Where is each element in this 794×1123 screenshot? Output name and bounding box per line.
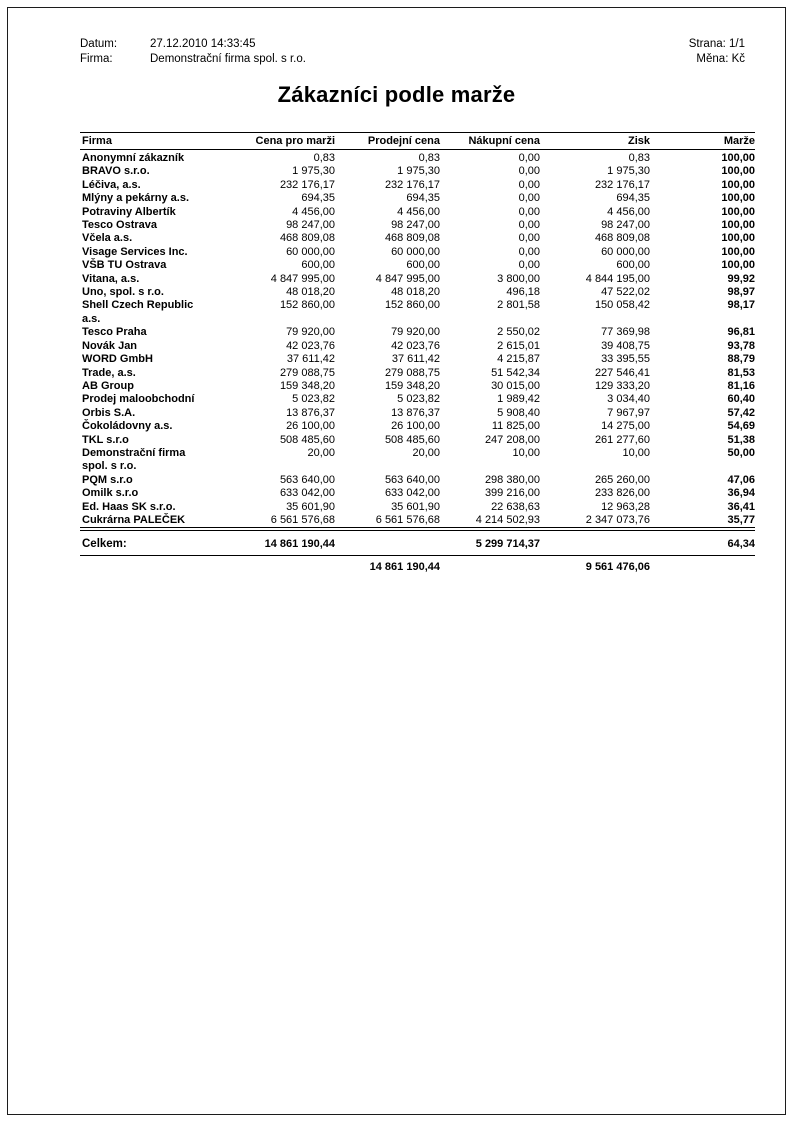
cell-value: 265 260,00 <box>594 473 650 486</box>
table-row <box>80 219 755 232</box>
cell-value: 48 018,20 <box>391 286 440 299</box>
cell-firma: Tesco Ostrava <box>82 219 158 232</box>
cell-value: 152 860,00 <box>384 299 440 312</box>
table-row <box>80 514 755 529</box>
cell-value: 37 611,42 <box>391 353 440 366</box>
cell-value: 5 023,82 <box>292 393 335 406</box>
table-body <box>80 150 755 530</box>
cell-value: 26 100,00 <box>391 420 440 433</box>
cell-value: 4 214 502,93 <box>475 513 540 526</box>
cell-value: 13 876,37 <box>391 406 440 419</box>
table-row <box>80 447 755 474</box>
cell-value: 100,00 <box>721 178 755 191</box>
cell-value: 37 611,42 <box>286 353 335 366</box>
totals-value <box>232 556 335 575</box>
cell-value: 36,41 <box>727 500 755 513</box>
cell-value: 100,00 <box>721 219 755 232</box>
report-table <box>80 132 755 574</box>
cell-value: 14 275,00 <box>601 420 650 433</box>
table-row <box>80 434 755 447</box>
cell-value: 42 023,76 <box>391 339 440 352</box>
cell-value: 51,38 <box>727 433 755 446</box>
table-row <box>80 367 755 380</box>
cell-firma: Prodej maloobchodní <box>82 393 195 406</box>
cell-value: 47,06 <box>727 473 755 486</box>
cell-value: 12 963,28 <box>601 500 650 513</box>
cell-value: 100,00 <box>721 259 755 272</box>
totals-label <box>80 556 232 575</box>
cell-value: 99,92 <box>727 272 755 285</box>
cell-value: 600,00 <box>616 259 650 272</box>
cell-value: 30 015,00 <box>491 379 540 392</box>
table-row <box>80 353 755 366</box>
cell-value: 10,00 <box>622 446 650 459</box>
cell-value: 81,53 <box>727 366 755 379</box>
table-row <box>80 474 755 487</box>
totals-row <box>80 529 755 556</box>
table-row <box>80 206 755 219</box>
cell-firma: Novák Jan <box>82 339 138 352</box>
cell-firma: Omilk s.r.o <box>82 487 139 500</box>
cell-value: 100,00 <box>721 245 755 258</box>
cell-value: 2 801,58 <box>497 299 540 312</box>
cell-value: 468 809,08 <box>384 232 440 245</box>
cell-value: 4 456,00 <box>292 205 335 218</box>
cell-value: 159 348,20 <box>384 379 440 392</box>
header-meta-left <box>80 37 306 67</box>
cell-value: 1 975,30 <box>397 165 440 178</box>
cell-firma: Čokoládovny a.s. <box>82 420 173 433</box>
cell-value: 35 601,90 <box>391 500 440 513</box>
cell-value: 633 042,00 <box>279 487 335 500</box>
totals-row <box>80 556 755 575</box>
cell-value: 0,00 <box>518 219 540 232</box>
firma-label: Firma: <box>80 53 113 65</box>
cell-firma: Anonymní zákazník <box>82 152 185 164</box>
cell-value: 261 277,60 <box>594 433 650 446</box>
cell-value: 0,00 <box>518 259 540 272</box>
table-row <box>80 273 755 286</box>
cell-value: 227 546,41 <box>594 366 650 379</box>
cell-value: 1 975,30 <box>292 165 335 178</box>
cell-value: 47 522,02 <box>601 286 650 299</box>
cell-firma: Včela a.s. <box>82 232 133 245</box>
cell-value: 88,79 <box>727 353 755 366</box>
table-row <box>80 150 755 166</box>
cell-value: 100,00 <box>721 152 755 164</box>
table-row <box>80 179 755 192</box>
cell-value: 2 550,02 <box>497 326 540 339</box>
datum-label: Datum: <box>80 38 118 50</box>
cell-value: 468 809,08 <box>594 232 650 245</box>
table-row <box>80 192 755 205</box>
cell-value: 60 000,00 <box>286 245 335 258</box>
cell-value: 50,00 <box>727 446 755 459</box>
cell-value: 0,83 <box>628 152 650 164</box>
cell-value: 22 638,63 <box>491 500 540 513</box>
table-row <box>80 246 755 259</box>
cell-firma: Léčiva, a.s. <box>82 178 141 191</box>
cell-value: 232 176,17 <box>384 178 440 191</box>
cell-value: 33 395,55 <box>601 353 650 366</box>
cell-value: 0,00 <box>518 205 540 218</box>
cell-value: 26 100,00 <box>286 420 335 433</box>
cell-value: 39 408,75 <box>601 339 650 352</box>
datum-value: 27.12.2010 14:33:45 <box>150 38 256 50</box>
cell-firma: WORD GmbH <box>82 353 153 366</box>
table-row <box>80 286 755 299</box>
cell-value: 0,00 <box>518 245 540 258</box>
column-header: Firma <box>80 133 232 150</box>
report-header <box>80 37 745 67</box>
cell-value: 4 215,87 <box>497 353 540 366</box>
cell-value: 81,16 <box>727 379 755 392</box>
cell-value: 279 088,75 <box>279 366 335 379</box>
table-row <box>80 259 755 272</box>
cell-value: 60 000,00 <box>601 245 650 258</box>
cell-value: 98 247,00 <box>601 219 650 232</box>
cell-value: 600,00 <box>301 259 335 272</box>
cell-value: 233 826,00 <box>594 487 650 500</box>
cell-value: 100,00 <box>721 205 755 218</box>
table-row <box>80 340 755 353</box>
cell-value: 0,00 <box>518 192 540 205</box>
cell-value: 159 348,20 <box>279 379 335 392</box>
cell-value: 247 208,00 <box>484 433 540 446</box>
totals-value <box>440 556 540 575</box>
report-page <box>7 7 786 1115</box>
table-row <box>80 299 755 326</box>
column-header: Marže <box>650 133 755 150</box>
table-row <box>80 326 755 339</box>
cell-value: 232 176,17 <box>594 178 650 191</box>
cell-value: 508 485,60 <box>384 433 440 446</box>
header-meta-right <box>689 37 745 67</box>
cell-value: 98,97 <box>727 286 755 299</box>
table-row <box>80 420 755 433</box>
cell-value: 0,00 <box>518 152 540 164</box>
column-header: Cena pro marži <box>232 133 335 150</box>
cell-firma: Trade, a.s. <box>82 366 136 379</box>
cell-value: 152 860,00 <box>279 299 335 312</box>
cell-firma: Vitana, a.s. <box>82 272 140 285</box>
cell-value: 1 975,30 <box>607 165 650 178</box>
table-row <box>80 407 755 420</box>
cell-value: 54,69 <box>727 420 755 433</box>
cell-value: 150 058,42 <box>594 299 650 312</box>
cell-value: 298 380,00 <box>484 473 540 486</box>
table-row <box>80 501 755 514</box>
cell-firma: VŠB TU Ostrava <box>82 259 167 272</box>
cell-firma: BRAVO s.r.o. <box>82 165 150 178</box>
cell-value: 7 967,97 <box>607 406 650 419</box>
cell-value: 35,77 <box>727 513 755 526</box>
cell-firma: Visage Services Inc. <box>82 245 188 258</box>
totals-label: Celkem: <box>80 529 232 556</box>
firma-value: Demonstrační firma spol. s r.o. <box>150 53 306 65</box>
cell-value: 0,00 <box>518 178 540 191</box>
table-header-row <box>80 133 755 150</box>
cell-value: 6 561 576,68 <box>270 513 335 526</box>
cell-value: 79 920,00 <box>391 326 440 339</box>
cell-firma: Demonstrační firma spol. s r.o. <box>82 446 186 473</box>
cell-firma: Potraviny Albertík <box>82 205 176 218</box>
table-row <box>80 165 755 178</box>
cell-firma: Shell Czech Republic a.s. <box>82 299 194 325</box>
cell-value: 399 216,00 <box>484 487 540 500</box>
cell-firma: Tesco Praha <box>82 326 147 339</box>
cell-value: 4 456,00 <box>607 205 650 218</box>
report-title: Zákazníci podle marže <box>277 82 516 107</box>
cell-value: 279 088,75 <box>384 366 440 379</box>
cell-value: 48 018,20 <box>286 286 335 299</box>
cell-value: 4 844 195,00 <box>585 272 650 285</box>
cell-value: 5 908,40 <box>497 406 540 419</box>
cell-value: 4 847 995,00 <box>270 272 335 285</box>
table-footer <box>80 529 755 574</box>
cell-value: 129 333,20 <box>594 379 650 392</box>
cell-value: 10,00 <box>512 446 540 459</box>
cell-value: 2 347 073,76 <box>585 513 650 526</box>
cell-value: 694,35 <box>301 192 335 205</box>
cell-value: 35 601,90 <box>286 500 335 513</box>
cell-firma: PQM s.r.o <box>82 473 133 486</box>
cell-value: 96,81 <box>727 326 755 339</box>
table-row <box>80 232 755 245</box>
cell-value: 3 800,00 <box>497 272 540 285</box>
cell-value: 42 023,76 <box>286 339 335 352</box>
cell-value: 36,94 <box>727 487 755 500</box>
cell-value: 1 989,42 <box>497 393 540 406</box>
totals-value: 64,34 <box>650 529 755 556</box>
table-row <box>80 487 755 500</box>
cell-value: 100,00 <box>721 192 755 205</box>
cell-value: 4 456,00 <box>397 205 440 218</box>
totals-value: 14 861 190,44 <box>232 529 335 556</box>
cell-value: 468 809,08 <box>279 232 335 245</box>
cell-value: 13 876,37 <box>286 406 335 419</box>
cell-value: 100,00 <box>721 232 755 245</box>
column-header: Zisk <box>540 133 650 150</box>
cell-value: 11 825,00 <box>491 420 540 433</box>
totals-value <box>540 529 650 556</box>
cell-value: 0,00 <box>518 165 540 178</box>
column-header: Nákupní cena <box>440 133 540 150</box>
cell-value: 51 542,34 <box>491 366 540 379</box>
cell-firma: AB Group <box>82 379 134 392</box>
cell-firma: Cukrárna PALEČEK <box>82 513 186 526</box>
cell-value: 563 640,00 <box>279 473 335 486</box>
cell-value: 2 615,01 <box>497 339 540 352</box>
cell-value: 5 023,82 <box>397 393 440 406</box>
cell-value: 4 847 995,00 <box>375 272 440 285</box>
totals-value <box>650 556 755 575</box>
cell-value: 0,83 <box>418 152 440 164</box>
cell-value: 6 561 576,68 <box>375 513 440 526</box>
cell-value: 20,00 <box>412 446 440 459</box>
cell-firma: Ed. Haas SK s.r.o. <box>82 500 176 513</box>
table-row <box>80 380 755 393</box>
totals-value: 14 861 190,44 <box>369 561 440 574</box>
totals-value: 5 299 714,37 <box>440 529 540 556</box>
cell-value: 563 640,00 <box>384 473 440 486</box>
totals-value <box>335 529 440 556</box>
cell-value: 98 247,00 <box>286 219 335 232</box>
cell-value: 694,35 <box>616 192 650 205</box>
column-header: Prodejní cena <box>335 133 440 150</box>
cell-value: 508 485,60 <box>279 433 335 446</box>
cell-value: 633 042,00 <box>384 487 440 500</box>
cell-value: 79 920,00 <box>286 326 335 339</box>
cell-value: 0,00 <box>518 232 540 245</box>
cell-value: 98 247,00 <box>391 219 440 232</box>
cell-value: 60,40 <box>727 393 755 406</box>
page-number: Strana: 1/1 <box>688 38 745 50</box>
cell-value: 77 369,98 <box>601 326 650 339</box>
table-row <box>80 393 755 406</box>
cell-firma: Orbis S.A. <box>82 406 136 419</box>
cell-value: 600,00 <box>406 259 440 272</box>
cell-value: 57,42 <box>727 406 755 419</box>
cell-firma: Uno, spol. s r.o. <box>82 286 164 299</box>
cell-value: 20,00 <box>307 446 335 459</box>
cell-value: 93,78 <box>727 339 755 352</box>
meta-row-datum <box>80 37 306 52</box>
currency: Měna: Kč <box>696 53 745 65</box>
cell-value: 98,17 <box>727 299 755 312</box>
cell-firma: Mlýny a pekárny a.s. <box>82 192 189 205</box>
totals-value: 9 561 476,06 <box>585 561 650 574</box>
cell-value: 496,18 <box>506 286 540 299</box>
cell-value: 100,00 <box>721 165 755 178</box>
cell-value: 694,35 <box>406 192 440 205</box>
cell-firma: TKL s.r.o <box>82 433 129 446</box>
cell-value: 3 034,40 <box>607 393 650 406</box>
cell-value: 0,83 <box>313 152 335 164</box>
cell-value: 60 000,00 <box>391 245 440 258</box>
cell-value: 232 176,17 <box>279 178 335 191</box>
meta-row-firma <box>80 52 306 67</box>
